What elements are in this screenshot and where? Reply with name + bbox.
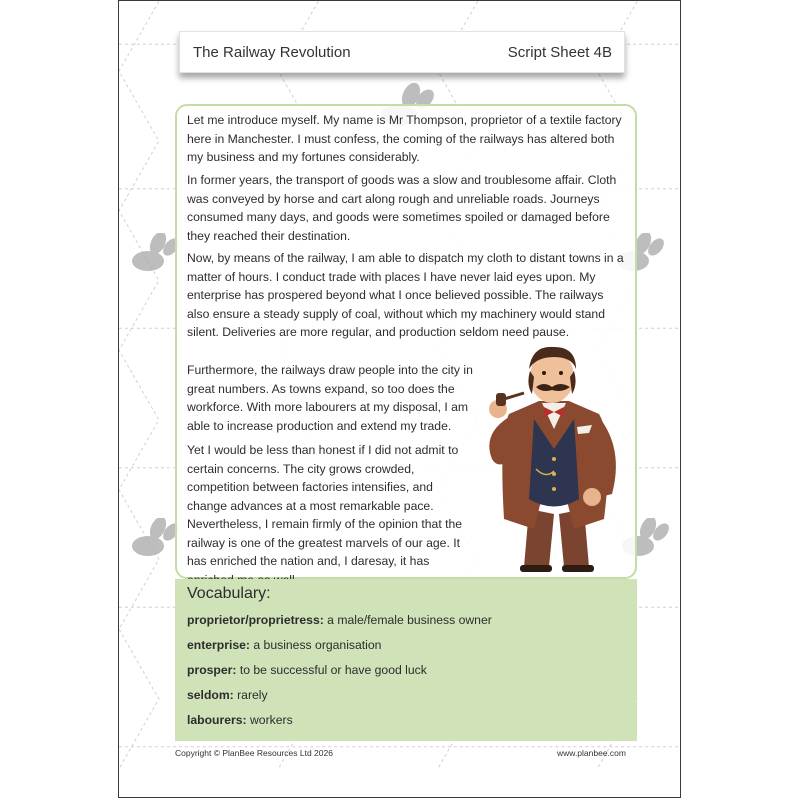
vocabulary-definition: a male/female business owner (323, 613, 492, 627)
victorian-gentleman-illustration (474, 339, 634, 574)
vocabulary-term: seldom: (187, 688, 234, 702)
sheet-label: Script Sheet 4B (507, 44, 612, 61)
vocabulary-definition: workers (246, 713, 293, 727)
vocabulary-item (187, 688, 268, 702)
worksheet-page (118, 0, 681, 798)
header-bar (179, 31, 625, 73)
vocabulary-definition: to be successful or have good luck (236, 663, 427, 677)
vocabulary-box (175, 579, 637, 741)
script-paragraph: Now, by means of the railway, I am able to dispatch my cloth to distant towns in a matter of hours. I conduct trade with places I have never laid eyes upon. My enterprise has prospered beyond what I once believed possible. The railways also ensure a steady supply of coal, without which my machinery would stand silent. Deliveries are more regular, and production seldom need pause. (187, 251, 624, 339)
vocabulary-title: Vocabulary: (187, 585, 271, 602)
vocabulary-item (187, 638, 381, 652)
script-paragraph: In former years, the transport of goods was a slow and troublesome affair. Cloth was conveyed by horse and cart along rough and unreliable roads. Journeys consumed many days, and goods were sometimes spoiled or damaged before they reached their destination. (187, 173, 617, 243)
vocabulary-definition: a business organisation (250, 638, 382, 652)
page-title: The Railway Revolution (193, 44, 351, 61)
script-paragraph: Yet I would be less than honest if I did not admit to certain concerns. The city grows crowded, competition between factories intensifies, and change advances at a most remarkable pace. Nevertheless, I remain firmly of the opinion that the railway is one of the greatest marvels of our age. It has enriched the nation and, I daresay, it has (187, 443, 463, 568)
vocabulary-item (187, 613, 492, 627)
website-link[interactable]: www.planbee.com (557, 748, 626, 758)
vocabulary-definition: rarely (233, 688, 268, 702)
script-paragraph: Let me introduce myself. My name is Mr Thompson, proprietor of a textile factory here in Manchester. I must confess, the coming of the railways has altered both my business and my fortunes considerably. (187, 113, 622, 164)
copyright-text: Copyright © PlanBee Resources Ltd 2026 (175, 748, 333, 758)
vocabulary-item (187, 663, 427, 677)
vocabulary-term: enterprise: (187, 638, 250, 652)
vocabulary-item (187, 713, 293, 727)
vocabulary-term: prosper: (187, 663, 237, 677)
vocabulary-term: labourers: (187, 713, 247, 727)
vocabulary-term: proprietor/proprietress: (187, 613, 324, 627)
script-paragraph: Furthermore, the railways draw people into the city in great numbers. As towns expand, so too does the workforce. With more labourers at my disposal, I am able to increase production and extend my trade. (187, 363, 473, 433)
